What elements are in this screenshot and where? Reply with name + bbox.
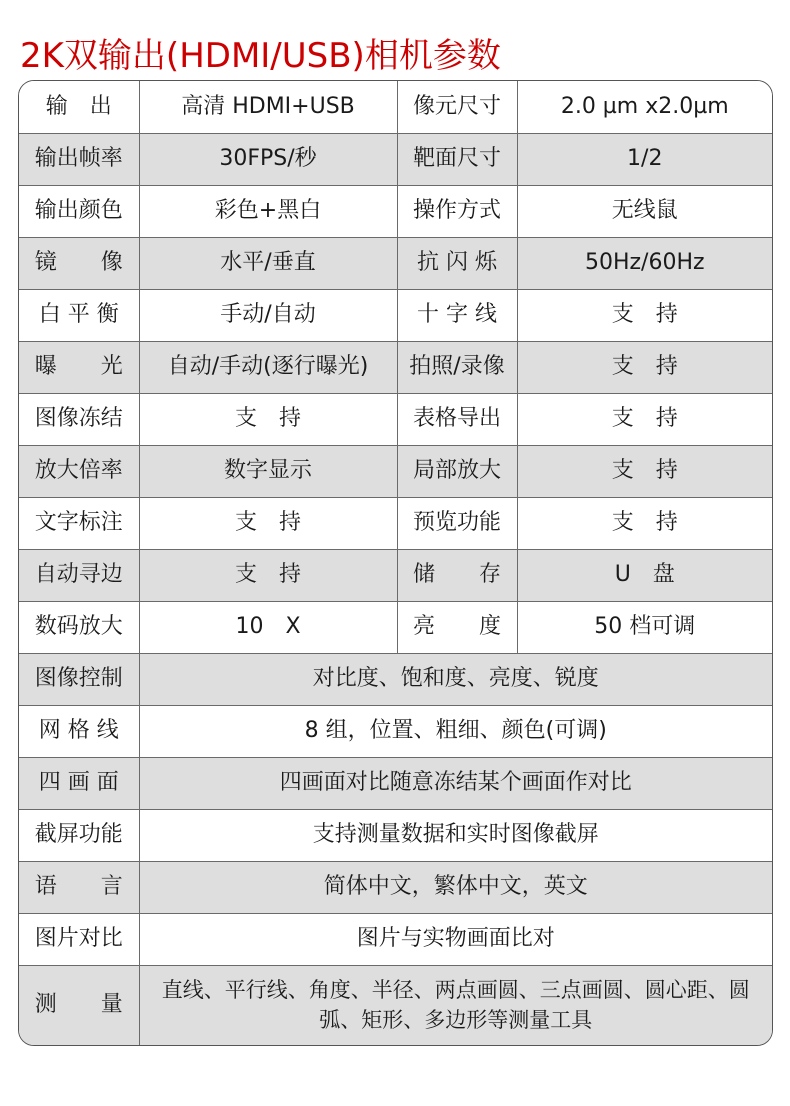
spec-label: 曝 光	[19, 341, 139, 393]
spec-label: 放大倍率	[19, 445, 139, 497]
spec-label: 文字标注	[19, 497, 139, 549]
table-row	[19, 549, 772, 601]
spec-value: 支 持	[139, 549, 397, 601]
spec-label: 局部放大	[397, 445, 517, 497]
spec-value: 无线鼠	[517, 185, 772, 237]
table-row	[19, 393, 772, 445]
spec-value: 图片与实物画面比对	[139, 913, 772, 965]
spec-label: 输出帧率	[19, 133, 139, 185]
spec-label: 输 出	[19, 81, 139, 133]
spec-label: 亮 度	[397, 601, 517, 653]
spec-label: 白 平 衡	[19, 289, 139, 341]
spec-value: 四画面对比随意冻结某个画面作对比	[139, 757, 772, 809]
spec-value: 10 X	[139, 601, 397, 653]
spec-value: 50Hz/60Hz	[517, 237, 772, 289]
spec-label: 自动寻边	[19, 549, 139, 601]
spec-label: 表格导出	[397, 393, 517, 445]
spec-label: 数码放大	[19, 601, 139, 653]
spec-label: 输出颜色	[19, 185, 139, 237]
spec-value: 支 持	[139, 393, 397, 445]
table-row	[19, 133, 772, 185]
spec-value: 高清 HDMI+USB	[139, 81, 397, 133]
spec-value: 支 持	[139, 497, 397, 549]
spec-value: 彩色+黑白	[139, 185, 397, 237]
spec-label: 截屏功能	[19, 809, 139, 861]
spec-table	[18, 80, 773, 1046]
table-row	[19, 81, 772, 133]
table-row	[19, 341, 772, 393]
spec-table-body	[19, 81, 772, 1045]
spec-value: 8 组，位置、粗细、颜色(可调)	[139, 705, 772, 757]
page-title: 2K双输出(HDMI/USB)相机参数	[20, 35, 501, 76]
spec-value: 数字显示	[139, 445, 397, 497]
spec-label: 靶面尺寸	[397, 133, 517, 185]
spec-value: 支 持	[517, 393, 772, 445]
spec-label: 操作方式	[397, 185, 517, 237]
table-row	[19, 913, 772, 965]
spec-label: 预览功能	[397, 497, 517, 549]
spec-value: 对比度、饱和度、亮度、锐度	[139, 653, 772, 705]
spec-label: 四 画 面	[19, 757, 139, 809]
table-row	[19, 185, 772, 237]
spec-label: 图像冻结	[19, 393, 139, 445]
spec-label: 语 言	[19, 861, 139, 913]
table-row	[19, 861, 772, 913]
spec-value: 支 持	[517, 341, 772, 393]
spec-value: 简体中文，繁体中文，英文	[139, 861, 772, 913]
spec-value: 自动/手动(逐行曝光)	[139, 341, 397, 393]
table-row	[19, 289, 772, 341]
table-row	[19, 653, 772, 705]
spec-value: 1/2	[517, 133, 772, 185]
spec-value: 支持测量数据和实时图像截屏	[139, 809, 772, 861]
table-row	[19, 497, 772, 549]
spec-label: 图像控制	[19, 653, 139, 705]
table-row	[19, 757, 772, 809]
spec-value: 直线、平行线、角度、半径、两点画圆、三点画圆、圆心距、圆弧、矩形、多边形等测量工具	[139, 965, 772, 1045]
table-row	[19, 601, 772, 653]
spec-label: 抗 闪 烁	[397, 237, 517, 289]
spec-value: 支 持	[517, 445, 772, 497]
table-row	[19, 965, 772, 1045]
table-row	[19, 705, 772, 757]
spec-value: 30FPS/秒	[139, 133, 397, 185]
spec-value: 2.0 µm x2.0µm	[517, 81, 772, 133]
spec-label: 储 存	[397, 549, 517, 601]
spec-label: 图片对比	[19, 913, 139, 965]
table-row	[19, 237, 772, 289]
spec-label: 测 量	[19, 965, 139, 1045]
spec-value: 支 持	[517, 497, 772, 549]
spec-label: 网 格 线	[19, 705, 139, 757]
spec-label: 拍照/录像	[397, 341, 517, 393]
table-row	[19, 809, 772, 861]
spec-label: 十 字 线	[397, 289, 517, 341]
spec-value: 手动/自动	[139, 289, 397, 341]
spec-label: 镜 像	[19, 237, 139, 289]
spec-value: 50 档可调	[517, 601, 772, 653]
spec-value: 水平/垂直	[139, 237, 397, 289]
spec-value: U 盘	[517, 549, 772, 601]
spec-label: 像元尺寸	[397, 81, 517, 133]
spec-value: 支 持	[517, 289, 772, 341]
table-row	[19, 445, 772, 497]
